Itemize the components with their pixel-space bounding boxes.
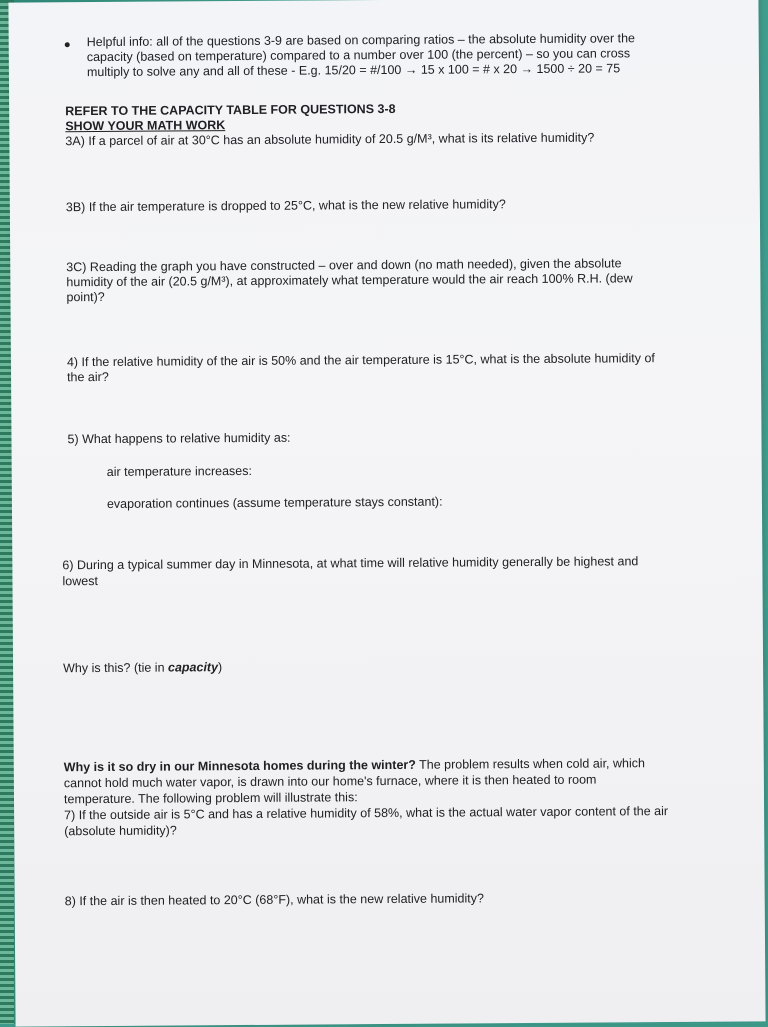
question-8: 8) If the air is then heated to 20°C (68°F), what is the new relative humidity?: [64, 891, 484, 909]
question-7-line2: (absolute humidity)?: [64, 823, 177, 839]
question-6-line2: lowest: [62, 574, 98, 589]
question-5-intro: 5) What happens to relative humidity as:: [67, 430, 291, 447]
helpful-info-text1: all of the questions 3-9 are based on comparing ratios – the absolute humidity over the: [156, 31, 636, 49]
worksheet-page: [8, 0, 765, 1027]
question-3b: 3B) If the air temperature is dropped to 25°C, what is the new relative humidity?: [65, 197, 506, 215]
dry-homes-line3: temperature. The following problem will illustrate this:: [63, 790, 358, 807]
helpful-info-label: Helpful info:: [86, 34, 153, 50]
helpful-info-line2: capacity (based on temperature) compared to a number over 100 (the percent) – so you can cross: [86, 46, 631, 65]
question-3c-line3: point)?: [66, 289, 105, 305]
bullet-icon: [65, 42, 70, 47]
question-7-line1: 7) If the outside air is 5°C and has a relative humidity of 58%, what is the actual water vapor content of the air: [64, 804, 669, 823]
question-6-line1: 6) During a typical summer day in Minnesota, at what time will relative humidity generally be highest and: [62, 554, 639, 573]
capacity-emphasis: capacity: [167, 660, 219, 675]
question-6-why: Why is this? (tie in capacity): [63, 660, 223, 676]
question-5-part-b: evaporation continues (assume temperature stays constant):: [106, 494, 443, 511]
dry-homes-line1: Why is it so dry in our Minnesota homes during the winter? The problem results when cold air, which: [63, 756, 645, 775]
refer-heading: REFER TO THE CAPACITY TABLE FOR QUESTIONS 3-8: [65, 101, 396, 119]
question-4-line2: the air?: [67, 369, 109, 385]
dry-homes-heading: Why is it so dry in our Minnesota homes during the winter?: [63, 757, 416, 775]
question-3c-line2: humidity of the air (20.5 g/M³), at approximately what temperature would the air reach 100% R.H. (dew: [66, 271, 633, 290]
dry-homes-line2: cannot hold much water vapor, is drawn into our home's furnace, where it is then heated to room: [63, 772, 597, 791]
question-4-line1: 4) If the relative humidity of the air is 50% and the air temperature is 15°C, what is the absolute humidity of: [66, 351, 655, 370]
question-3a: 3A) If a parcel of air at 30°C has an absolute humidity of 20.5 g/M³, what is its relative humidity?: [65, 130, 595, 149]
question-3c-line1: 3C) Reading the graph you have constructed – over and down (no math needed), given the absolute: [66, 256, 622, 275]
question-5-part-a: air temperature increases:: [106, 463, 252, 479]
show-math-heading: SHOW YOUR MATH WORK: [65, 118, 226, 134]
helpful-info-line3: multiply to solve any and all of these - E.g. 15/20 = #/100 → 15 x 100 = # x 20 → 1500 ÷ 20 = 75: [86, 61, 621, 80]
